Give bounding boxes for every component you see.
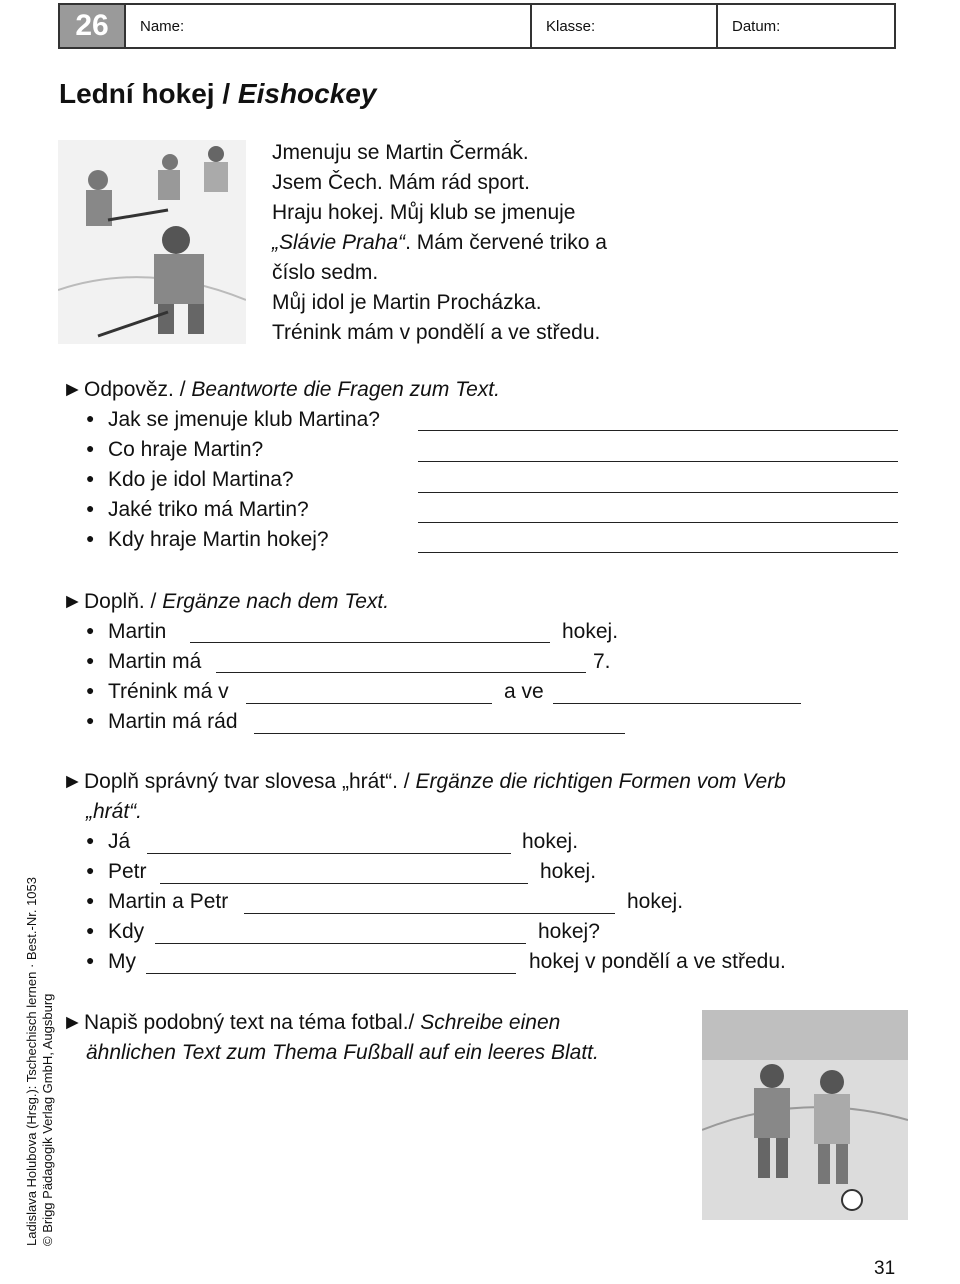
bullet-icon: ●: [86, 832, 95, 848]
question-item: ● Kdo je idol Martina?: [86, 468, 294, 491]
page-number: 31: [874, 1258, 896, 1279]
date-field-label: Datum:: [716, 5, 894, 47]
fill-item: ● Kdy: [86, 920, 145, 943]
fill-text: hokej.: [627, 890, 684, 913]
answer-line[interactable]: [155, 943, 526, 944]
fill-text: hokej.: [562, 620, 619, 643]
bullet-icon: ●: [86, 862, 95, 878]
answer-line[interactable]: [418, 430, 898, 431]
copyright-note: Ladislava Holubova (Hrsg.): Tschechisch lernen · Best.-Nr. 1053 © Brigg Pädagogik Verlag GmbH, Augsburg: [24, 877, 55, 1246]
task-instruction-continued: „hrát“.: [86, 800, 143, 823]
answer-line[interactable]: [553, 703, 801, 704]
task-instruction: ►Doplň. / Ergänze nach dem Text.: [62, 590, 390, 613]
fill-item: ● My: [86, 950, 136, 973]
answer-line[interactable]: [246, 703, 492, 704]
bullet-icon: ●: [86, 410, 95, 426]
worksheet-number: 26: [60, 5, 124, 47]
worksheet-header: [58, 3, 896, 49]
page-title: Lední hokej / Eishockey: [59, 78, 377, 109]
bullet-icon: ●: [86, 440, 95, 456]
bullet-icon: ●: [86, 952, 95, 968]
fill-item: ● Martin má: [86, 650, 202, 673]
answer-line[interactable]: [147, 853, 511, 854]
name-field-label: Name:: [124, 5, 530, 47]
question-item: ● Co hraje Martin?: [86, 438, 264, 461]
fill-text: hokej v pondělí a ve středu.: [529, 950, 786, 973]
bullet-icon: ●: [86, 922, 95, 938]
fill-item: ● Já: [86, 830, 131, 853]
answer-line[interactable]: [418, 522, 898, 523]
bullet-icon: ●: [86, 682, 95, 698]
answer-line[interactable]: [254, 733, 625, 734]
reading-text: Jmenuju se Martin Čermák. Jsem Čech. Mám rád sport. Hraju hokej. Můj klub se jmenuje „Slávie Praha“. Mám červené triko a číslo sedm. Můj idol je Martin Procházka. Trénink mám v pondělí a ve středu.: [272, 141, 607, 344]
answer-line[interactable]: [418, 492, 898, 493]
answer-line[interactable]: [244, 913, 615, 914]
fill-item: ● Martin: [86, 620, 167, 643]
football-illustration: [702, 1010, 908, 1220]
pointer-icon: ►: [62, 1011, 83, 1034]
answer-line[interactable]: [418, 552, 898, 553]
answer-line[interactable]: [190, 642, 550, 643]
fill-text: hokej.: [522, 830, 579, 853]
answer-line[interactable]: [146, 973, 516, 974]
bullet-icon: ●: [86, 892, 95, 908]
fill-text: hokej.: [540, 860, 597, 883]
hockey-illustration: [58, 140, 246, 344]
question-item: ● Jaké triko má Martin?: [86, 498, 309, 521]
fill-item: ● Martin má rád: [86, 710, 238, 733]
bullet-icon: ●: [86, 712, 95, 728]
fill-item: ● Trénink má v: [86, 680, 229, 703]
fill-item: ● Martin a Petr: [86, 890, 229, 913]
answer-line[interactable]: [418, 461, 898, 462]
bullet-icon: ●: [86, 652, 95, 668]
fill-item: ● Petr: [86, 860, 147, 883]
task-instruction: ►Odpověz. / Beantworte die Fragen zum Text.: [62, 378, 500, 401]
pointer-icon: ►: [62, 378, 83, 401]
task-instruction: ►Doplň správný tvar slovesa „hrát“. / Ergänze die richtigen Formen vom Verb: [62, 770, 786, 793]
bullet-icon: ●: [86, 622, 95, 638]
answer-line[interactable]: [160, 883, 528, 884]
pointer-icon: ►: [62, 770, 83, 793]
fill-text: a ve: [504, 680, 544, 703]
task-instruction-continued: ähnlichen Text zum Thema Fußball auf ein leeres Blatt.: [86, 1041, 599, 1064]
question-item: ● Jak se jmenuje klub Martina?: [86, 408, 380, 431]
fill-text: hokej?: [538, 920, 600, 943]
question-item: ● Kdy hraje Martin hokej?: [86, 528, 329, 551]
bullet-icon: ●: [86, 530, 95, 546]
bullet-icon: ●: [86, 470, 95, 486]
task-instruction: ►Napiš podobný text na téma fotbal./ Schreibe einen: [62, 1011, 561, 1034]
pointer-icon: ►: [62, 590, 83, 613]
class-field-label: Klasse:: [530, 5, 716, 47]
bullet-icon: ●: [86, 500, 95, 516]
answer-line[interactable]: [216, 672, 586, 673]
fill-text: 7.: [593, 650, 611, 673]
